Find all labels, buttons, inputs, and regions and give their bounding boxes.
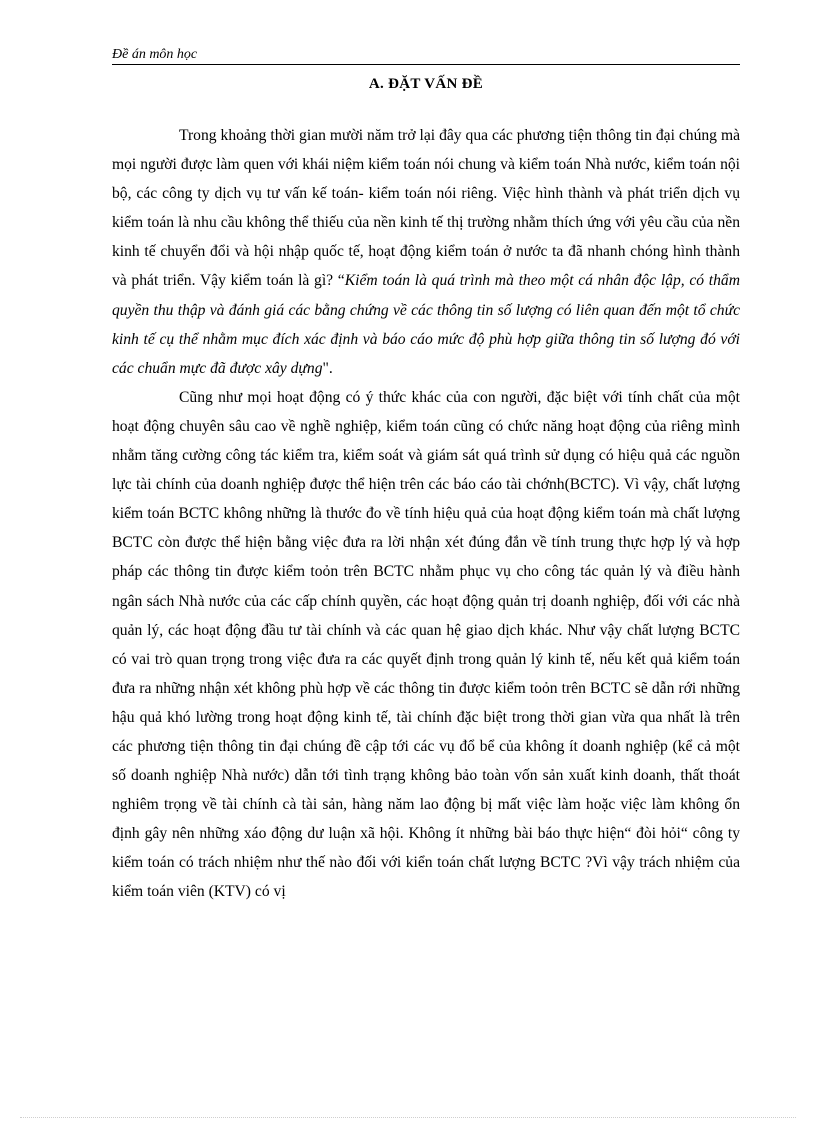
paragraph-audit-quality: Cũng như mọi hoạt động có ý thức khác của con người, đặc biệt với tính chất của một hoạt động chuyên sâu cao về nghề nghiệp, kiểm toán cũng có chức năng hoạt động của riêng mình nhằm tăng cường công tác kiểm tra, kiểm soát và giám sát quá trình sử dụng có hiệu quả các nguồn lực tài chính của doanh nghiệp được thể hiện trên các báo cáo tài chớnh(BCTC). Vì vậy, chất lượng kiểm toán BCTC không những là thước đo về tính hiệu quả của hoạt động kiểm toán mà chất lượng BCTC còn được thể hiện bằng việc đưa ra lời nhận xét đúng đắn về tính trung thực hợp lý và hợp pháp các thông tin được kiểm toỏn trên BCTC nhằm phục vụ cho công tác quản lý và điều hành ngân sách Nhà nước của các cấp chính quyền, các hoạt động quản trị doanh nghiệp, đối với các nhà quản lý, các hoạt động đầu tư tài chính và các quan hệ giao dịch khác. Như vậy chất lượng BCTC có vai trò quan trọng trong việc đưa ra các quyết định trong quản lý kinh tế, nếu kết quả kiểm toán đưa ra những nhận xét không phù hợp về các thông tin được kiểm toỏn trên BCTC sẽ dẫn rới những hậu quả khó lường trong hoạt động kinh tế, tài chính đặc biệt trong thời gian vừa qua nhất là trên các phương tiện thông tin đại chúng đề cập tới các vụ đổ bể của không ít doanh nghiệp (kể cả một số doanh nghiệp Nhà nước) dẫn tới tình trạng không bảo toàn vốn sản xuất kinh doanh, thất thoát nghiêm trọng về tài chính cà tài sản, hàng năm lao động bị mất việc làm hoặc việc làm không ổn định gây nên những xáo động dư luận xã hội. Không ít những bài báo thực hiện“ đòi hỏi“ công ty kiểm toán có trách nhiệm như thế nào đối với kiển toán chất lượng BCTC ?Vì vậy trách nhiệm của kiểm toán viên (KTV) có vị bbox=[112, 388, 740, 901]
audit-definition-quote: Kiểm toán là quá trình mà theo một cá nhân độc lập, có thẩm quyền thu thập và đánh giá các bằng chứng về các thông tin số lượng có liên quan đến một tổ chức kinh tế cụ thể nhằm mục đích xác định và báo cáo mức độ phù hợp giữa thông tin số lượng đó với các chuẩn mực đã được xây dựng bbox=[112, 272, 740, 377]
quote-close: ". bbox=[322, 359, 333, 377]
page-bottom-rule bbox=[20, 1117, 796, 1118]
body-text bbox=[112, 121, 740, 907]
running-header: Đề án môn học bbox=[112, 47, 740, 65]
paragraph-intro-text: Trong khoảng thời gian mười năm trở lại đây qua các phương tiện thông tin đại chúng mà mọi người được làm quen với khái niệm kiểm toán nói chung và kiểm toán Nhà nước, kiểm toán nội bộ, các công ty dịch vụ tư vấn kế toán- kiểm toán nói riêng. Việc hình thành và phát triển dịch vụ kiểm toán là nhu cầu không thể thiếu của nền kinh tế thị trường nhằm thích ứng với yêu cầu của nền kinh tế chuyển đổi và hội nhập quốc tế, hoạt động kiểm toán ở nước ta đã nhanh chóng hình thành và phát triển. Vậy kiểm toán là gì? “ bbox=[112, 127, 740, 290]
section-title: A. ĐẶT VẤN ĐỀ bbox=[368, 76, 484, 92]
paragraph-intro bbox=[112, 121, 740, 383]
